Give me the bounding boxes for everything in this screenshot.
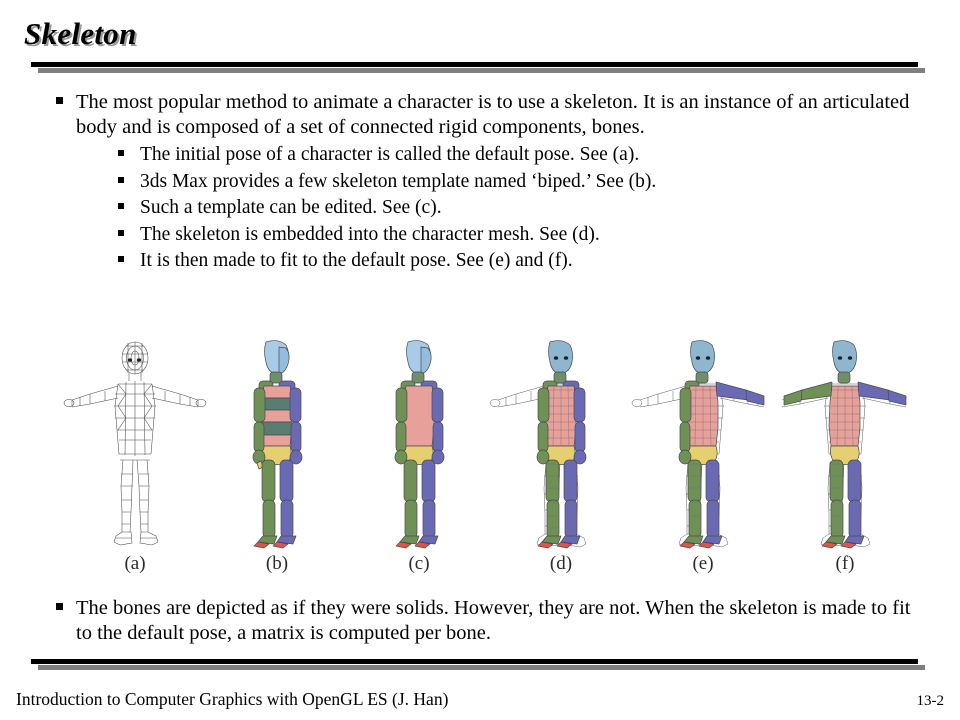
divider-gray-bar xyxy=(38,665,925,670)
bullet-marker-square xyxy=(118,203,124,209)
bullet-item xyxy=(0,142,960,168)
bullet-text: It is then made to fit to the default pose. See (e) and (f). xyxy=(140,250,573,271)
bullet-marker-square xyxy=(56,97,63,104)
figure-caption-c: (c) xyxy=(408,553,430,574)
bullet-marker-square xyxy=(118,177,124,183)
figure-caption-a: (a) xyxy=(124,553,146,574)
figure-caption-row xyxy=(60,553,920,579)
bullet-text: The skeleton is embedded into the character mesh. See (d). xyxy=(140,223,600,245)
divider-gray-bar xyxy=(38,68,925,73)
bullet-item xyxy=(0,222,960,248)
figure-caption-e: (e) xyxy=(692,553,714,574)
figure-panel-c xyxy=(344,336,494,554)
bullet-marker-square xyxy=(118,256,124,262)
skeleton-figure xyxy=(60,336,920,581)
divider-black-bar xyxy=(31,62,918,67)
slide-body-bottom xyxy=(0,596,960,648)
bullet-item xyxy=(0,248,960,274)
figure-caption-b: (b) xyxy=(265,553,289,574)
bullet-text: The bones are depicted as if they were solids. However, they are not. When the skeleton is made to fit to the default pose, a matrix is computed per bone. xyxy=(76,597,911,644)
page-number: 13-2 xyxy=(916,693,944,709)
page-title: Skeleton xyxy=(24,16,137,51)
figure-panel-a xyxy=(60,336,210,554)
figure-panel-f xyxy=(770,336,920,554)
bullet-item xyxy=(0,169,960,195)
figure-panel-e xyxy=(628,336,778,554)
footer-divider xyxy=(0,659,960,673)
biped-skeleton-e xyxy=(679,341,764,548)
bullet-text: The most popular method to animate a character is to use a skeleton. It is an instance of an articulated body and is composed of a set of connected rigid components, bones. xyxy=(76,91,910,138)
bullet-text: The initial pose of a character is called the default pose. See (a). xyxy=(140,144,640,165)
title-divider xyxy=(0,62,960,76)
divider-black-bar xyxy=(31,659,918,664)
bullet-text: 3ds Max provides a few skeleton template named ‘biped.’ See (b). xyxy=(140,170,657,192)
mesh-wireframe-a xyxy=(64,342,206,545)
figure-caption-d: (d) xyxy=(549,553,573,574)
bullet-marker-square xyxy=(56,603,63,610)
bullet-marker-square xyxy=(118,230,124,236)
bullet-text: Such a template can be edited. See (c). xyxy=(140,197,442,218)
bullet-marker-square xyxy=(118,150,124,156)
footer-book-title: Introduction to Computer Graphics with OpenGL ES (J. Han) xyxy=(16,689,449,709)
biped-skeleton-d xyxy=(537,341,586,548)
figure-panel-d xyxy=(486,336,636,554)
bullet-item xyxy=(0,596,960,646)
biped-skeleton-c xyxy=(395,341,444,548)
slide-body xyxy=(0,90,960,275)
figure-panel-b xyxy=(202,336,352,554)
bullet-item xyxy=(0,195,960,221)
figure-caption-f: (f) xyxy=(835,553,855,574)
biped-skeleton-b xyxy=(253,341,302,548)
bullet-item xyxy=(0,90,960,140)
